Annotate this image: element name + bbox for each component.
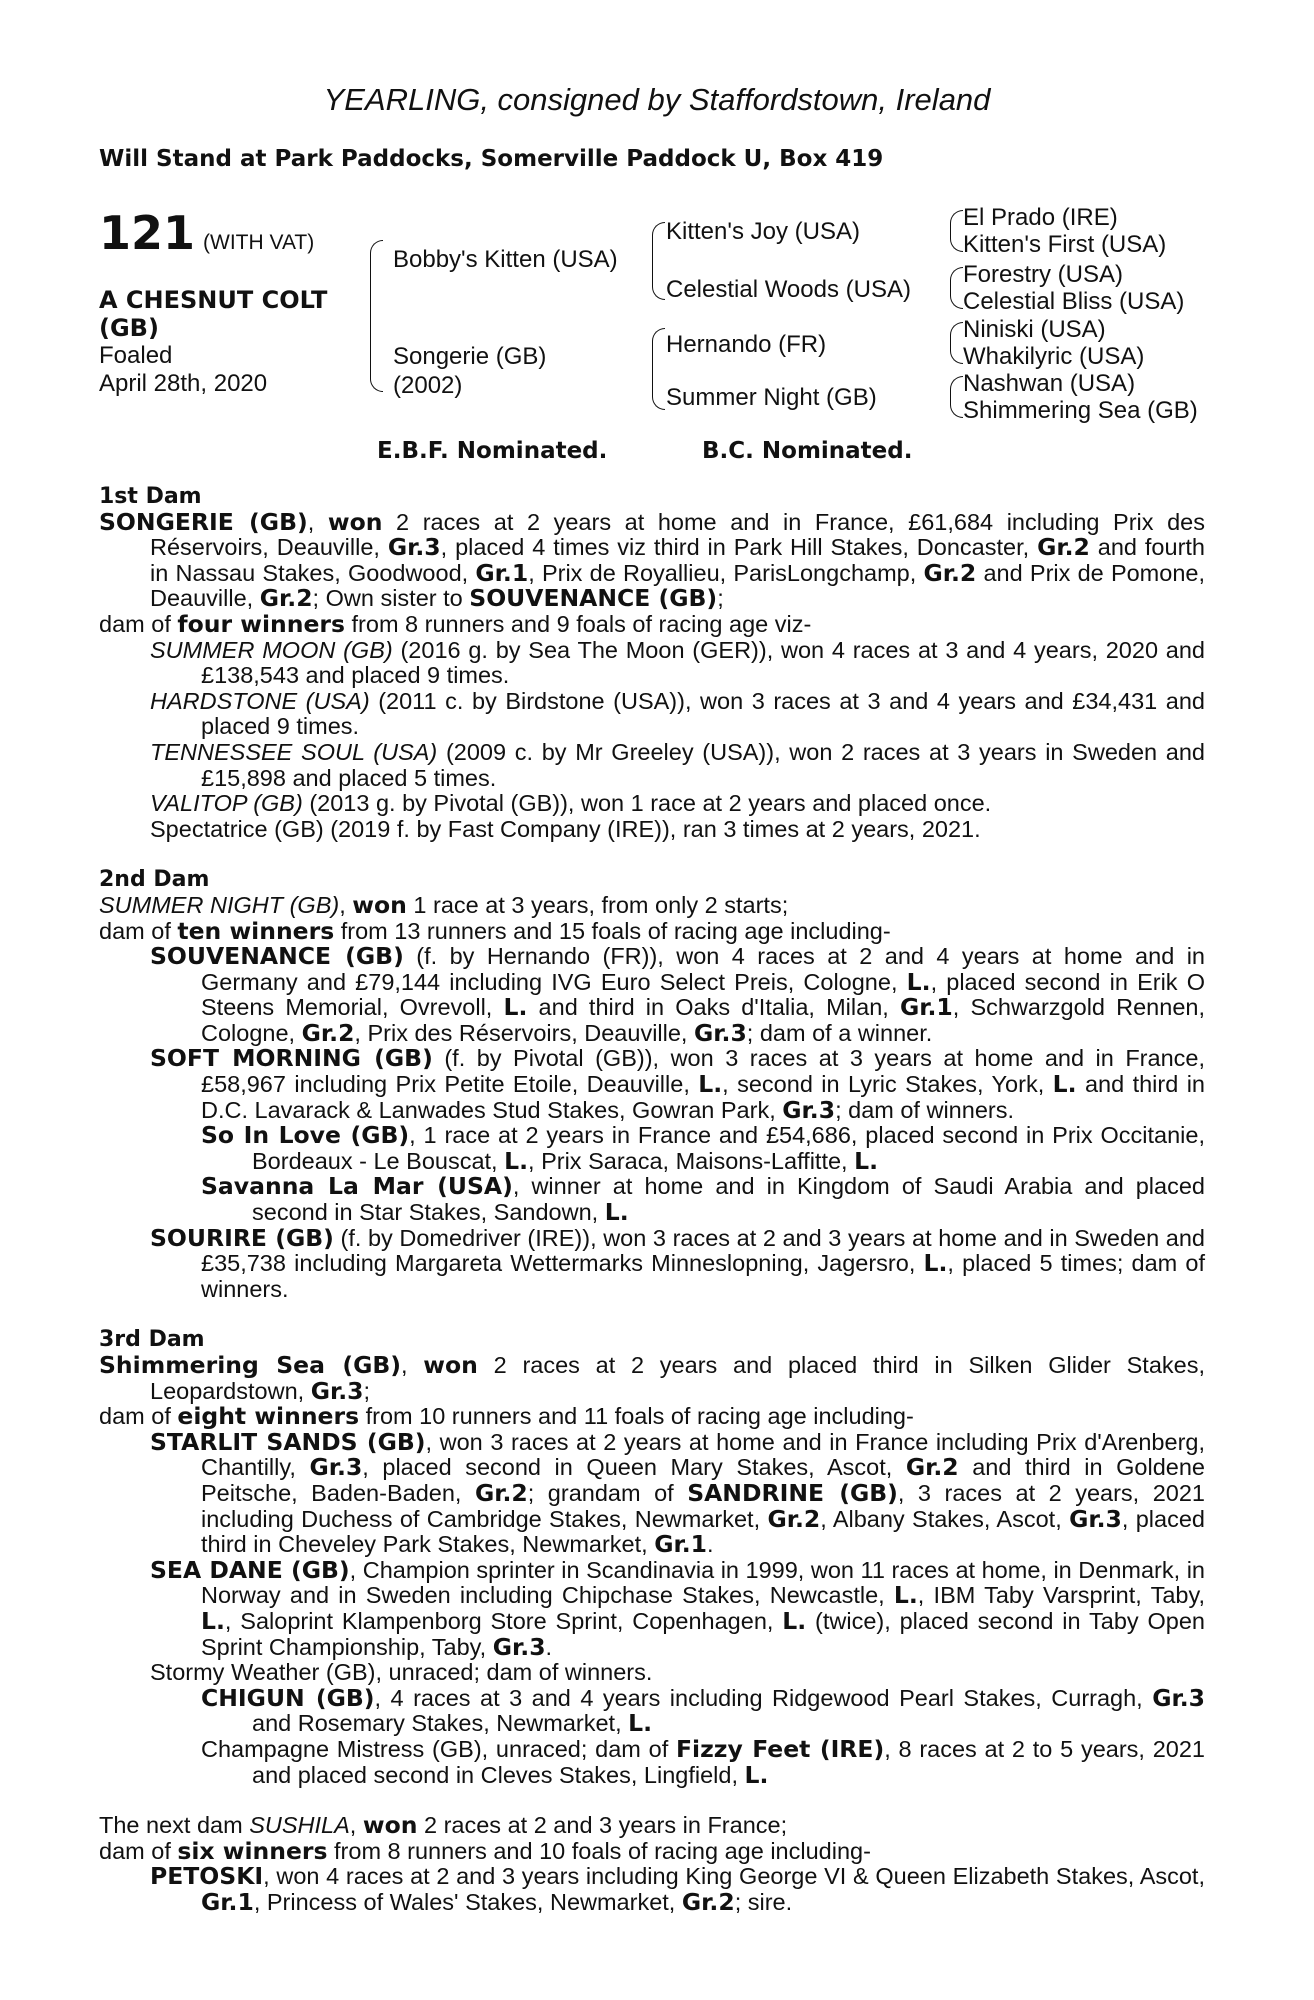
pedigree-brace-g3 bbox=[950, 322, 963, 364]
pedigree-sire-sire: Kitten's Joy (USA) bbox=[666, 218, 860, 245]
second-dam-record: SUMMER NIGHT (GB), won 1 race at 3 years, from only 2 starts; bbox=[99, 890, 789, 919]
pedigree-gg-5: Niniski (USA) bbox=[963, 316, 1106, 343]
produce-entry: HARDSTONE (USA) (2011 c. by Birdstone (USA)), won 3 races at 3 and 4 years and £34,431 and placed 9 times. bbox=[150, 687, 1206, 740]
pedigree-brace-sire bbox=[652, 222, 665, 300]
produce-entry: SOFT MORNING (GB) (f. by Pivotal (GB)), won 3 races at 3 years at home and in France, £58,967 including Prix Petite Etoile, Deauville, L., second in Lyric Stakes, York, L. and third in D.C. Lavarack & Lanwades Stud Stakes, Gowran Park, Gr.3; dam of winners. bbox=[150, 1044, 1206, 1124]
pedigree-dam-year: (2002) bbox=[393, 372, 463, 399]
pedigree-dam: Songerie (GB) bbox=[393, 343, 547, 370]
lot-description bbox=[99, 286, 327, 398]
horse-description: A CHESNUT COLT bbox=[99, 286, 328, 314]
next-dam-produce-summary: dam of six winners from 8 runners and 10 foals of racing age including- bbox=[99, 1836, 871, 1865]
pedigree-brace-g4 bbox=[950, 376, 963, 418]
catalogue-body bbox=[99, 484, 1205, 1915]
first-dam-record: SONGERIE (GB), won 2 races at 2 years at home and in France, £61,684 including Prix des Réservoirs, Deauville, Gr.3, placed 4 times viz third in Park Hill Stakes, Doncaster, Gr.2 and fourth in Nassau Stakes, Goodwood, Gr.1, Prix de Royallieu, ParisLongchamp, Gr.2 and Prix de Pomone, Deauville, Gr.2; Own sister to SOUVENANCE (GB); bbox=[99, 507, 1205, 613]
vat-note: (WITH VAT) bbox=[203, 231, 315, 254]
ebf-nomination: E.B.F. Nominated. bbox=[377, 438, 608, 464]
produce-entry: CHIGUN (GB), 4 races at 3 and 4 years including Ridgewood Pearl Stakes, Curragh, Gr.3 and Rosemary Stakes, Newmarket, L. bbox=[201, 1683, 1206, 1738]
pedigree-gg-1: El Prado (IRE) bbox=[963, 204, 1118, 231]
pedigree-brace-dam bbox=[652, 328, 665, 410]
foaled-date: April 28th, 2020 bbox=[99, 370, 268, 397]
produce-entry: SOUVENANCE (GB) (f. by Hernando (FR)), won 4 races at 2 and 4 years at home and in Germany and £79,144 including IVG Euro Select Preis, Cologne, L., placed second in Erik O Steens Memorial, Ovrevoll, L. and third in Oaks d'Italia, Milan, Gr.1, Schwarzgold Rennen, Cologne, Gr.2, Prix des Réservoirs, Deauville, Gr.3; dam of a winner. bbox=[150, 942, 1206, 1047]
produce-entry: So In Love (GB), 1 race at 2 years in France and £54,686, placed second in Prix Occitanie, Bordeaux - Le Bouscat, L., Prix Saraca, Maisons-Laffitte, L. bbox=[201, 1121, 1205, 1175]
lot-number: 121 bbox=[99, 206, 196, 260]
next-dam-record: The next dam SUSHILA, won 2 races at 2 and 3 years in France; bbox=[99, 1811, 788, 1840]
third-dam-record: Shimmering Sea (GB), won 2 races at 2 years and placed third in Silken Glider Stakes, Leopardstown, Gr.3; bbox=[99, 1351, 1205, 1405]
produce-entry: STARLIT SANDS (GB), won 3 races at 2 years at home and in France including Prix d'Arenberg, Chantilly, Gr.3, placed second in Queen Mary Stakes, Ascot, Gr.2 and third in Goldene Peitsche, Baden-Baden, Gr.2; grandam of SANDRINE (GB), 3 races at 2 years, 2021 including Duchess of Cambridge Stakes, Newmarket, Gr.2, Albany Stakes, Ascot, Gr.3, placed third in Cheveley Park Stakes, Newmarket, Gr.1. bbox=[150, 1427, 1205, 1559]
pedigree-brace-g2 bbox=[950, 267, 963, 309]
third-dam-produce-summary: dam of eight winners from 10 runners and 11 foals of racing age including- bbox=[99, 1402, 914, 1431]
pedigree-gg-2: Kitten's First (USA) bbox=[963, 231, 1167, 258]
bc-nomination: B.C. Nominated. bbox=[702, 438, 913, 464]
produce-entry: Spectatrice (GB) (2019 f. by Fast Company (IRE)), ran 3 times at 2 years, 2021. bbox=[150, 815, 981, 842]
produce-entry: Stormy Weather (GB), unraced; dam of winners. bbox=[150, 1659, 653, 1686]
produce-entry: SUMMER MOON (GB) (2016 g. by Sea The Moon (GER)), won 4 races at 3 and 4 years, 2020 and £138,543 and placed 9 times. bbox=[150, 636, 1205, 689]
pedigree-gg-7: Nashwan (USA) bbox=[963, 370, 1136, 397]
produce-entry: Champagne Mistress (GB), unraced; dam of Fizzy Feet (IRE), 8 races at 2 to 5 years, 2021 and placed second in Cleves Stakes, Lingfield, L. bbox=[201, 1734, 1205, 1789]
pedigree-dam-dam: Summer Night (GB) bbox=[666, 384, 877, 411]
second-dam-title: 2nd Dam bbox=[99, 867, 210, 893]
produce-entry: VALITOP (GB) (2013 g. by Pivotal (GB)), won 1 race at 2 years and placed once. bbox=[150, 790, 992, 817]
pedigree-dam-sire: Hernando (FR) bbox=[666, 331, 827, 358]
first-dam-title: 1st Dam bbox=[99, 484, 202, 509]
stand-location: Will Stand at Park Paddocks, Somerville Paddock U, Box 419 bbox=[99, 146, 884, 172]
foaled-label: Foaled bbox=[99, 342, 173, 369]
produce-entry: SEA DANE (GB), Champion sprinter in Scandinavia in 1999, won 11 races at home, in Denmark, in Norway and in Sweden including Chipchase Stakes, Newcastle, L., IBM Taby Varsprint, Taby, L., Saloprint Klampenborg Store Sprint, Copenhagen, L. (twice), placed second in Taby Open Sprint Championship, Taby, Gr.3. bbox=[150, 1555, 1205, 1661]
pedigree-sire: Bobby's Kitten (USA) bbox=[393, 246, 618, 273]
third-dam-title: 3rd Dam bbox=[99, 1327, 205, 1353]
produce-entry: Savanna La Mar (USA), winner at home and in Kingdom of Saudi Arabia and placed second in Star Stakes, Sandown, L. bbox=[201, 1172, 1205, 1227]
dam-name: SONGERIE (GB) bbox=[99, 507, 308, 536]
produce-entry: PETOSKI, won 4 races at 2 and 3 years including King George VI & Queen Elizabeth Stakes, Ascot, Gr.1, Princess of Wales' Stakes, Newmarket, Gr.2; sire. bbox=[150, 1862, 1205, 1916]
first-dam-produce-summary: dam of four winners from 8 runners and 9 foals of racing age viz- bbox=[99, 609, 812, 638]
produce-entry: SOURIRE (GB) (f. by Domedriver (IRE)), won 3 races at 2 and 3 years at home and in Sweden and £35,738 including Margareta Wettermarks Minneslopning, Jagersro, L., placed 5 times; dam of winners. bbox=[150, 1223, 1205, 1302]
horse-country: (GB) bbox=[99, 314, 159, 342]
pedigree-brace-g1 bbox=[950, 210, 963, 252]
catalogue-header: YEARLING, consigned by Staffordstown, Ireland bbox=[323, 82, 991, 117]
lot-number-block bbox=[99, 206, 314, 260]
pedigree-gg-3: Forestry (USA) bbox=[963, 261, 1124, 288]
pedigree-brace-main bbox=[370, 240, 383, 392]
pedigree-gg-6: Whakilyric (USA) bbox=[963, 343, 1145, 370]
produce-entry: TENNESSEE SOUL (USA) (2009 c. by Mr Greeley (USA)), won 2 races at 3 years in Sweden and £15,898 and placed 5 times. bbox=[150, 738, 1205, 791]
pedigree-gg-8: Shimmering Sea (GB) bbox=[963, 397, 1198, 424]
pedigree-sire-dam: Celestial Woods (USA) bbox=[666, 276, 911, 303]
pedigree-gg-4: Celestial Bliss (USA) bbox=[963, 288, 1185, 315]
second-dam-produce-summary: dam of ten winners from 13 runners and 15 foals of racing age including- bbox=[99, 916, 891, 945]
